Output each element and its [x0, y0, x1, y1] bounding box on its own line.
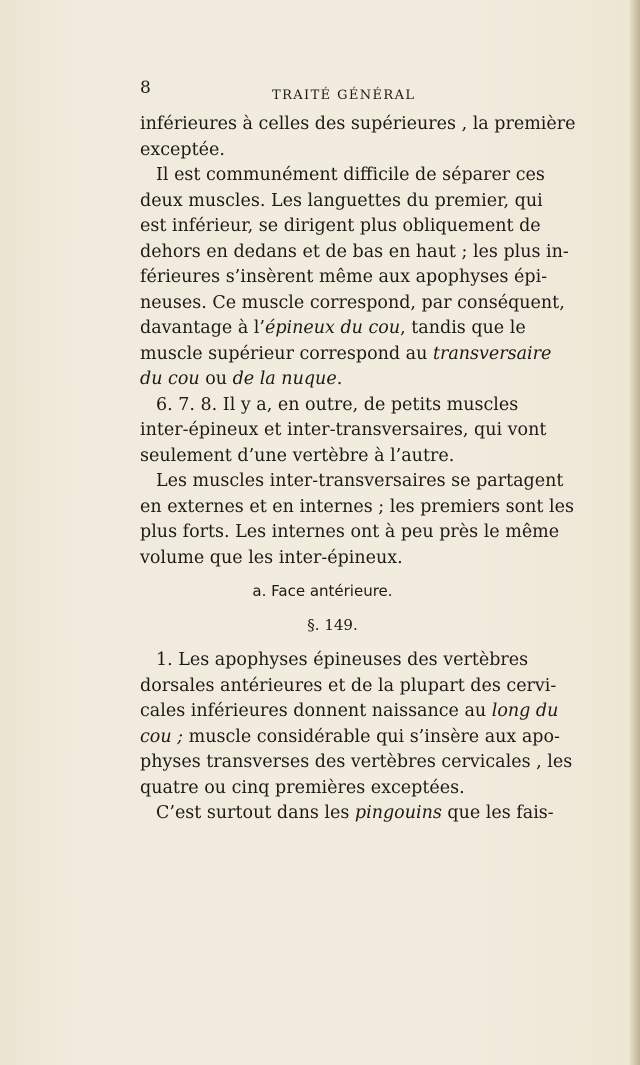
italic-term: de la nuque	[232, 369, 337, 389]
text-span: davantage à l’	[140, 318, 265, 338]
text-span: que les fais-	[441, 803, 554, 823]
text-line: volume que les inter-épineux.	[140, 547, 403, 568]
text-line	[140, 316, 526, 342]
text-span: cales inférieures donnent naissance au	[140, 701, 492, 721]
subheading: a. Face antérieure.	[252, 582, 393, 600]
text-line: 1. Les apophyses épineuses des vertèbres	[156, 650, 529, 670]
text-line: est inférieur, se dirigent plus obliquement de	[140, 216, 541, 236]
text-span: ou	[199, 369, 233, 389]
text-line: plus forts. Les internes ont à peu près le même	[140, 522, 560, 542]
italic-term: transversaire	[432, 343, 552, 364]
text-line: dorsales antérieures et de la plupart des cervi-	[140, 675, 557, 696]
italic-term: épineux du cou	[264, 318, 401, 338]
text-span: , tandis que le	[400, 318, 526, 338]
running-title: TRAITÉ GÉNÉRAL	[272, 88, 416, 103]
paragraph	[140, 469, 574, 571]
italic-term: pingouins	[354, 803, 442, 823]
italic-term: du cou	[140, 369, 200, 389]
page-number: 8	[140, 78, 151, 98]
text-line	[140, 699, 559, 725]
italic-term: cou ;	[140, 726, 184, 747]
text-line: quatre ou cinq premières exceptées.	[140, 777, 465, 798]
text-line: deux muscles. Les languettes du premier, qui	[140, 190, 543, 211]
text-line	[140, 342, 552, 368]
text-line: exceptée.	[140, 139, 225, 160]
text-line: dehors en dedans et de bas en haut ; les plus in-	[140, 241, 569, 262]
text-line: inférieures à celles des supérieures , la première	[140, 114, 576, 134]
paragraph	[140, 648, 573, 801]
text-span: .	[336, 369, 343, 389]
text-line: férieures s’insèrent même aux apophyses épi-	[140, 267, 548, 287]
text-line: seulement d’une vertèbre à l’autre.	[140, 445, 455, 466]
text-line: 6. 7. 8. Il y a, en outre, de petits muscles	[156, 394, 519, 415]
text-line: inter-épineux et inter-transversaires, qui vont	[140, 420, 547, 440]
paragraph	[140, 393, 547, 470]
paragraph	[140, 163, 569, 393]
text-span: C’est surtout dans les	[156, 803, 355, 823]
italic-term: long du	[491, 701, 559, 721]
text-line	[140, 801, 554, 827]
paragraph	[140, 801, 554, 827]
text-line: Il est communément difficile de séparer ces	[156, 165, 545, 185]
body-text	[140, 112, 576, 827]
paragraph-continued	[140, 112, 576, 163]
text-line: Les muscles inter-transversaires se partagent	[156, 471, 564, 491]
text-line	[140, 367, 505, 393]
text-line: neuses. Ce muscle correspond, par conséquent,	[140, 292, 565, 313]
text-span: muscle considérable qui s’insère aux apo-	[183, 726, 560, 747]
section-number: §. 149.	[307, 615, 358, 634]
page-edge	[630, 0, 640, 1065]
text-line: en externes et en internes ; les premiers sont les	[140, 496, 574, 517]
text-span: muscle supérieur correspond au	[140, 343, 433, 364]
text-line: physes transverses des vertèbres cervicales , les	[140, 752, 573, 772]
text-line	[140, 725, 560, 751]
